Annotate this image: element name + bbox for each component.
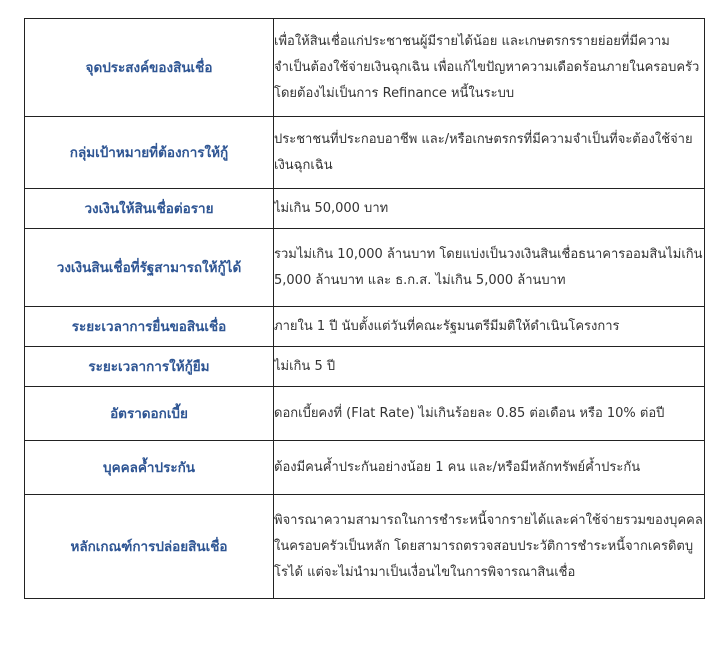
row-value: ไม่เกิน 50,000 บาท xyxy=(274,189,705,229)
row-value: ต้องมีคนค้ำประกันอย่างน้อย 1 คน และ/หรือมีหลักทรัพย์ค้ำประกัน xyxy=(274,441,705,495)
row-value: ดอกเบี้ยคงที่ (Flat Rate) ไม่เกินร้อยละ 0.85 ต่อเดือน หรือ 10% ต่อปี xyxy=(274,387,705,441)
row-label: จุดประสงค์ของสินเชื่อ xyxy=(25,19,274,117)
row-label: วงเงินสินเชื่อที่รัฐสามารถให้กู้ได้ xyxy=(25,229,274,307)
row-value: รวมไม่เกิน 10,000 ล้านบาท โดยแบ่งเป็นวงเงินสินเชื่อธนาคารออมสินไม่เกิน 5,000 ล้านบาท และ ธ.ก.ส. ไม่เกิน 5,000 ล้านบาท xyxy=(274,229,705,307)
table-row-loan-term xyxy=(25,347,705,387)
row-value: ไม่เกิน 5 ปี xyxy=(274,347,705,387)
row-label: วงเงินให้สินเชื่อต่อราย xyxy=(25,189,274,229)
row-value: เพื่อให้สินเชื่อแก่ประชาชนผู้มีรายได้น้อย และเกษตรกรรายย่อยที่มีความจำเป็นต้องใช้จ่ายเงินฉุกเฉิน เพื่อแก้ไขปัญหาความเดือดร้อนภายในครอบครัว โดยต้องไม่เป็นการ Refinance หนี้ในระบบ xyxy=(274,19,705,117)
row-label: กลุ่มเป้าหมายที่ต้องการให้กู้ xyxy=(25,117,274,189)
row-label: หลักเกณฑ์การปล่อยสินเชื่อ xyxy=(25,495,274,599)
table-row-guarantor xyxy=(25,441,705,495)
table-row-application-period xyxy=(25,307,705,347)
row-value: ภายใน 1 ปี นับตั้งแต่วันที่คณะรัฐมนตรีมีมติให้ดำเนินโครงการ xyxy=(274,307,705,347)
table-row-purpose xyxy=(25,19,705,117)
table-row-target-group xyxy=(25,117,705,189)
loan-details-table xyxy=(24,18,705,599)
row-label: อัตราดอกเบี้ย xyxy=(25,387,274,441)
row-label: บุคคลค้ำประกัน xyxy=(25,441,274,495)
row-value: พิจารณาความสามารถในการชำระหนี้จากรายได้และค่าใช้จ่ายรวมของบุคคลในครอบครัวเป็นหลัก โดยสามารถตรวจสอบประวัติการชำระหนี้จากเครดิตบูโรได้ แต่จะไม่นำมาเป็นเงื่อนไขในการพิจารณาสินเชื่อ xyxy=(274,495,705,599)
table-row-interest-rate xyxy=(25,387,705,441)
row-value: ประชาชนที่ประกอบอาชีพ และ/หรือเกษตรกรที่มีความจำเป็นที่จะต้องใช้จ่ายเงินฉุกเฉิน xyxy=(274,117,705,189)
table-row-total-credit xyxy=(25,229,705,307)
row-label: ระยะเวลาการยื่นขอสินเชื่อ xyxy=(25,307,274,347)
table-row-limit-per-person xyxy=(25,189,705,229)
table-row-lending-criteria xyxy=(25,495,705,599)
row-label: ระยะเวลาการให้กู้ยืม xyxy=(25,347,274,387)
